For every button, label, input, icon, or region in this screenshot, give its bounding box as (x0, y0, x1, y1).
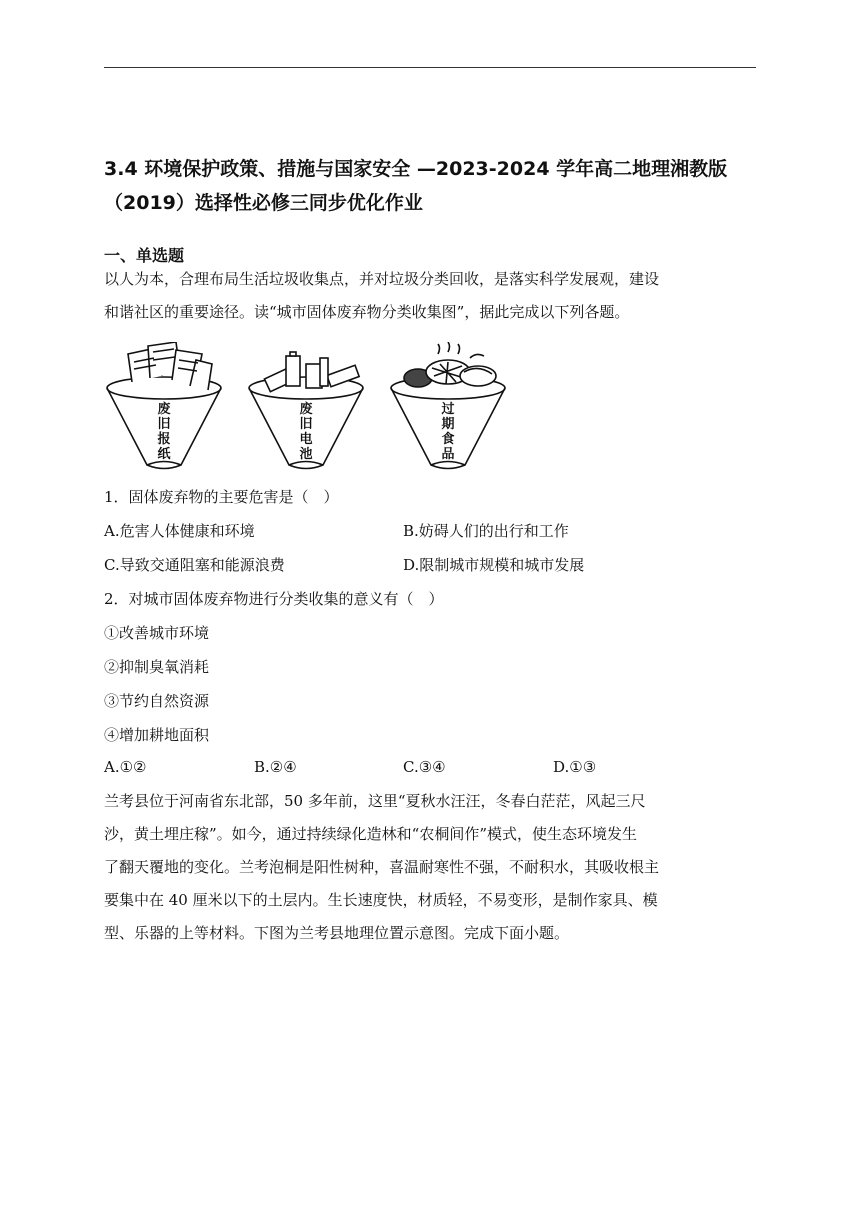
intro-paragraph-2 (104, 785, 754, 950)
q2-option-c: C.③④ (403, 758, 446, 776)
title-line-2: （2019）选择性必修三同步优化作业 (104, 192, 423, 214)
intro-2-line: 要集中在 40 厘米以下的土层内。生长速度快，材质轻，不易变形，是制作家具、模 (104, 891, 658, 909)
section-heading: 一、单选题 (104, 246, 185, 265)
header-rule (104, 67, 756, 68)
q1-option-b: B.妨碍人们的出行和工作 (403, 522, 569, 540)
intro-1-line: 以人为本，合理布局生活垃圾收集点，并对垃圾分类回收，是落实科学发展观，建设 (104, 270, 660, 288)
q1-option-d: D.限制城市规模和城市发展 (403, 556, 585, 574)
q1-option-a: A.危害人体健康和环境 (104, 522, 255, 540)
q2-option-d: D.①③ (553, 758, 597, 776)
question-1-stem: 1．固体废弃物的主要危害是（ ） (104, 488, 339, 506)
bin-label-battery: 废 旧 电 池 (299, 402, 313, 462)
title-line-1: 3.4 环境保护政策、措施与国家安全 —2023-2024 学年高二地理湘教版 (104, 158, 728, 180)
intro-2-line: 沙，黄土埋庄稼”。如今，通过持续绿化造林和“农桐间作”模式，使生态环境发生 (104, 825, 638, 843)
intro-2-line: 了翻天覆地的变化。兰考泡桐是阳性树种，喜温耐寒性不强，不耐积水，其吸收根主 (104, 858, 660, 876)
intro-1-line: 和谐社区的重要途径。读“城市固体废弃物分类收集图”，据此完成以下列各题。 (104, 303, 630, 321)
q1-option-c: C.导致交通阻塞和能源浪费 (104, 556, 285, 574)
question-2-stem: 2．对城市固体废弃物进行分类收集的意义有（ ） (104, 590, 444, 608)
q2-option-b: B.②④ (254, 758, 297, 776)
intro-2-line: 型、乐器的上等材料。下图为兰考县地理位置示意图。完成下面小题。 (104, 924, 570, 942)
waste-classification-figure (104, 342, 524, 472)
bin-label-newspaper: 废 旧 报 纸 (157, 402, 171, 462)
q2-option-a: A.①② (104, 758, 147, 776)
q2-item-2: ②抑制臭氧消耗 (104, 658, 210, 676)
q2-item-4: ④增加耕地面积 (104, 726, 210, 744)
bin-label-food: 过 期 食 品 (441, 402, 455, 462)
intro-paragraph-1 (104, 263, 754, 329)
intro-2-line: 兰考县位于河南省东北部，50 多年前，这里“夏秋水汪汪，冬春白茫茫，风起三尺 (104, 792, 646, 810)
q2-item-3: ③节约自然资源 (104, 692, 210, 710)
q2-item-1: ①改善城市环境 (104, 624, 210, 642)
document-title (104, 152, 756, 220)
